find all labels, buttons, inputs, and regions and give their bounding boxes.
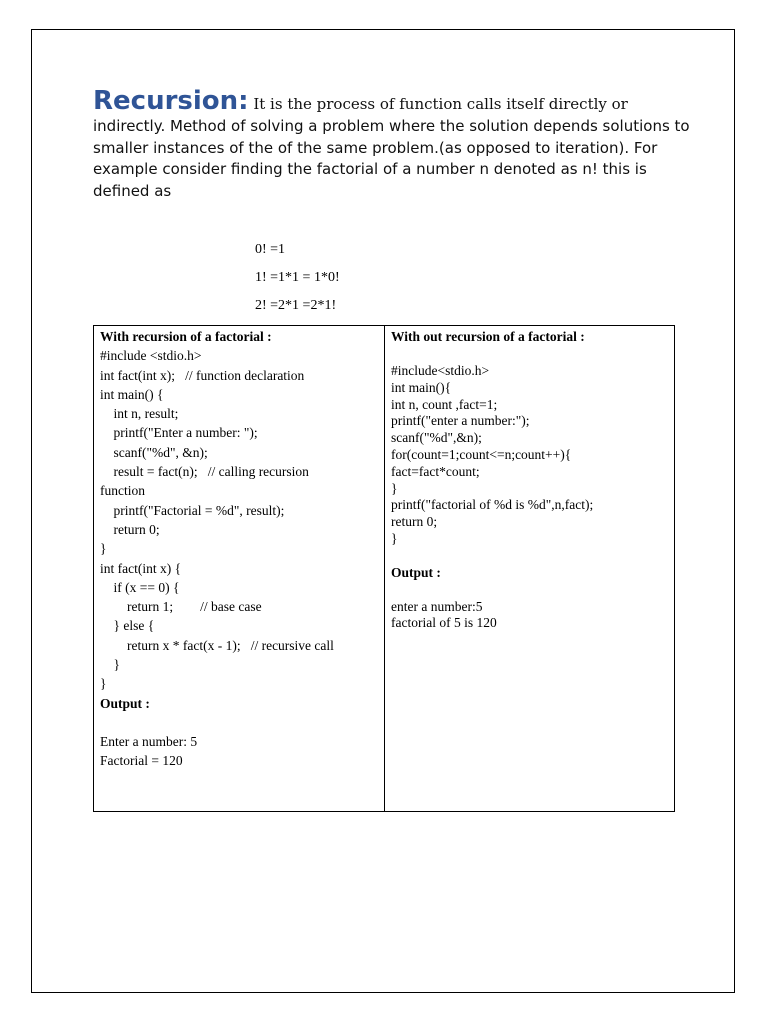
code-line: #include<stdio.h> [391,363,490,378]
code-line: printf("enter a number:"); [391,413,530,429]
code-line: return 0; [100,521,160,537]
code-line: int n, count ,fact=1; [391,396,498,412]
formula-line: 2! =2*1 =2*1! [255,298,337,313]
code-line: } [391,480,398,496]
code-line: return 0; [391,514,438,530]
formula-line: 1! =1*1 = 1*0! [255,270,340,285]
iterative-column [385,326,674,811]
spacer [391,548,668,565]
comparison-table [93,325,675,812]
output-line: enter a number:5 [391,598,483,614]
code-line: int main() { [100,386,164,402]
output-line: factorial of 5 is 120 [391,615,497,631]
code-line: int main(){ [391,379,452,395]
code-line: return x * fact(x - 1); // recursive call [100,637,334,653]
spacer [100,713,378,732]
intro-paragraph [93,86,693,202]
code-line: for(count=1;count<=n;count++){ [391,446,572,462]
code-line: } [100,541,107,557]
recursive-column [94,326,385,811]
factorial-formulas [255,240,340,324]
code-line: printf("factorial of %d is %d",n,fact); [391,497,594,513]
page-title: Recursion: [93,86,249,116]
iterative-title: With out recursion of a factorial : [391,329,585,344]
code-line: return 1; // base case [100,599,262,615]
code-line: printf("Enter a number: "); [100,425,258,441]
spacer [391,582,668,599]
code-line: printf("Factorial = %d", result); [100,502,285,518]
code-line: } [391,530,398,546]
code-line: scanf("%d", &n); [100,444,208,460]
code-line: int fact(int x) { [100,560,182,576]
code-line: } [100,676,107,692]
code-line: function [100,483,145,499]
code-line: } else { [100,618,155,634]
spacer [391,346,668,363]
code-line: fact=fact*count; [391,463,480,479]
code-line: int fact(int x); // function declaration [100,367,305,383]
intro-first-line: It is the process of function calls itself directly or [248,95,628,113]
code-line: } [100,657,120,673]
intro-text: indirectly. Method of solving a problem where the solution depends solutions to smaller instances of the of the same problem.(as opposed to iteration). For example consider finding the factorial of a number n denoted as n! this is defined as [93,117,690,200]
output-line: Enter a number: 5 [100,733,198,749]
recursive-title: With recursion of a factorial : [100,329,272,344]
code-line: #include <stdio.h> [100,348,202,364]
output-label: Output : [391,564,441,580]
code-line: result = fact(n); // calling recursion [100,464,309,480]
code-line: int n, result; [100,406,179,422]
output-line: Factorial = 120 [100,753,183,769]
output-label: Output : [100,695,150,711]
code-line: if (x == 0) { [100,579,180,595]
code-line: scanf("%d",&n); [391,430,482,446]
formula-line: 0! =1 [255,242,286,257]
